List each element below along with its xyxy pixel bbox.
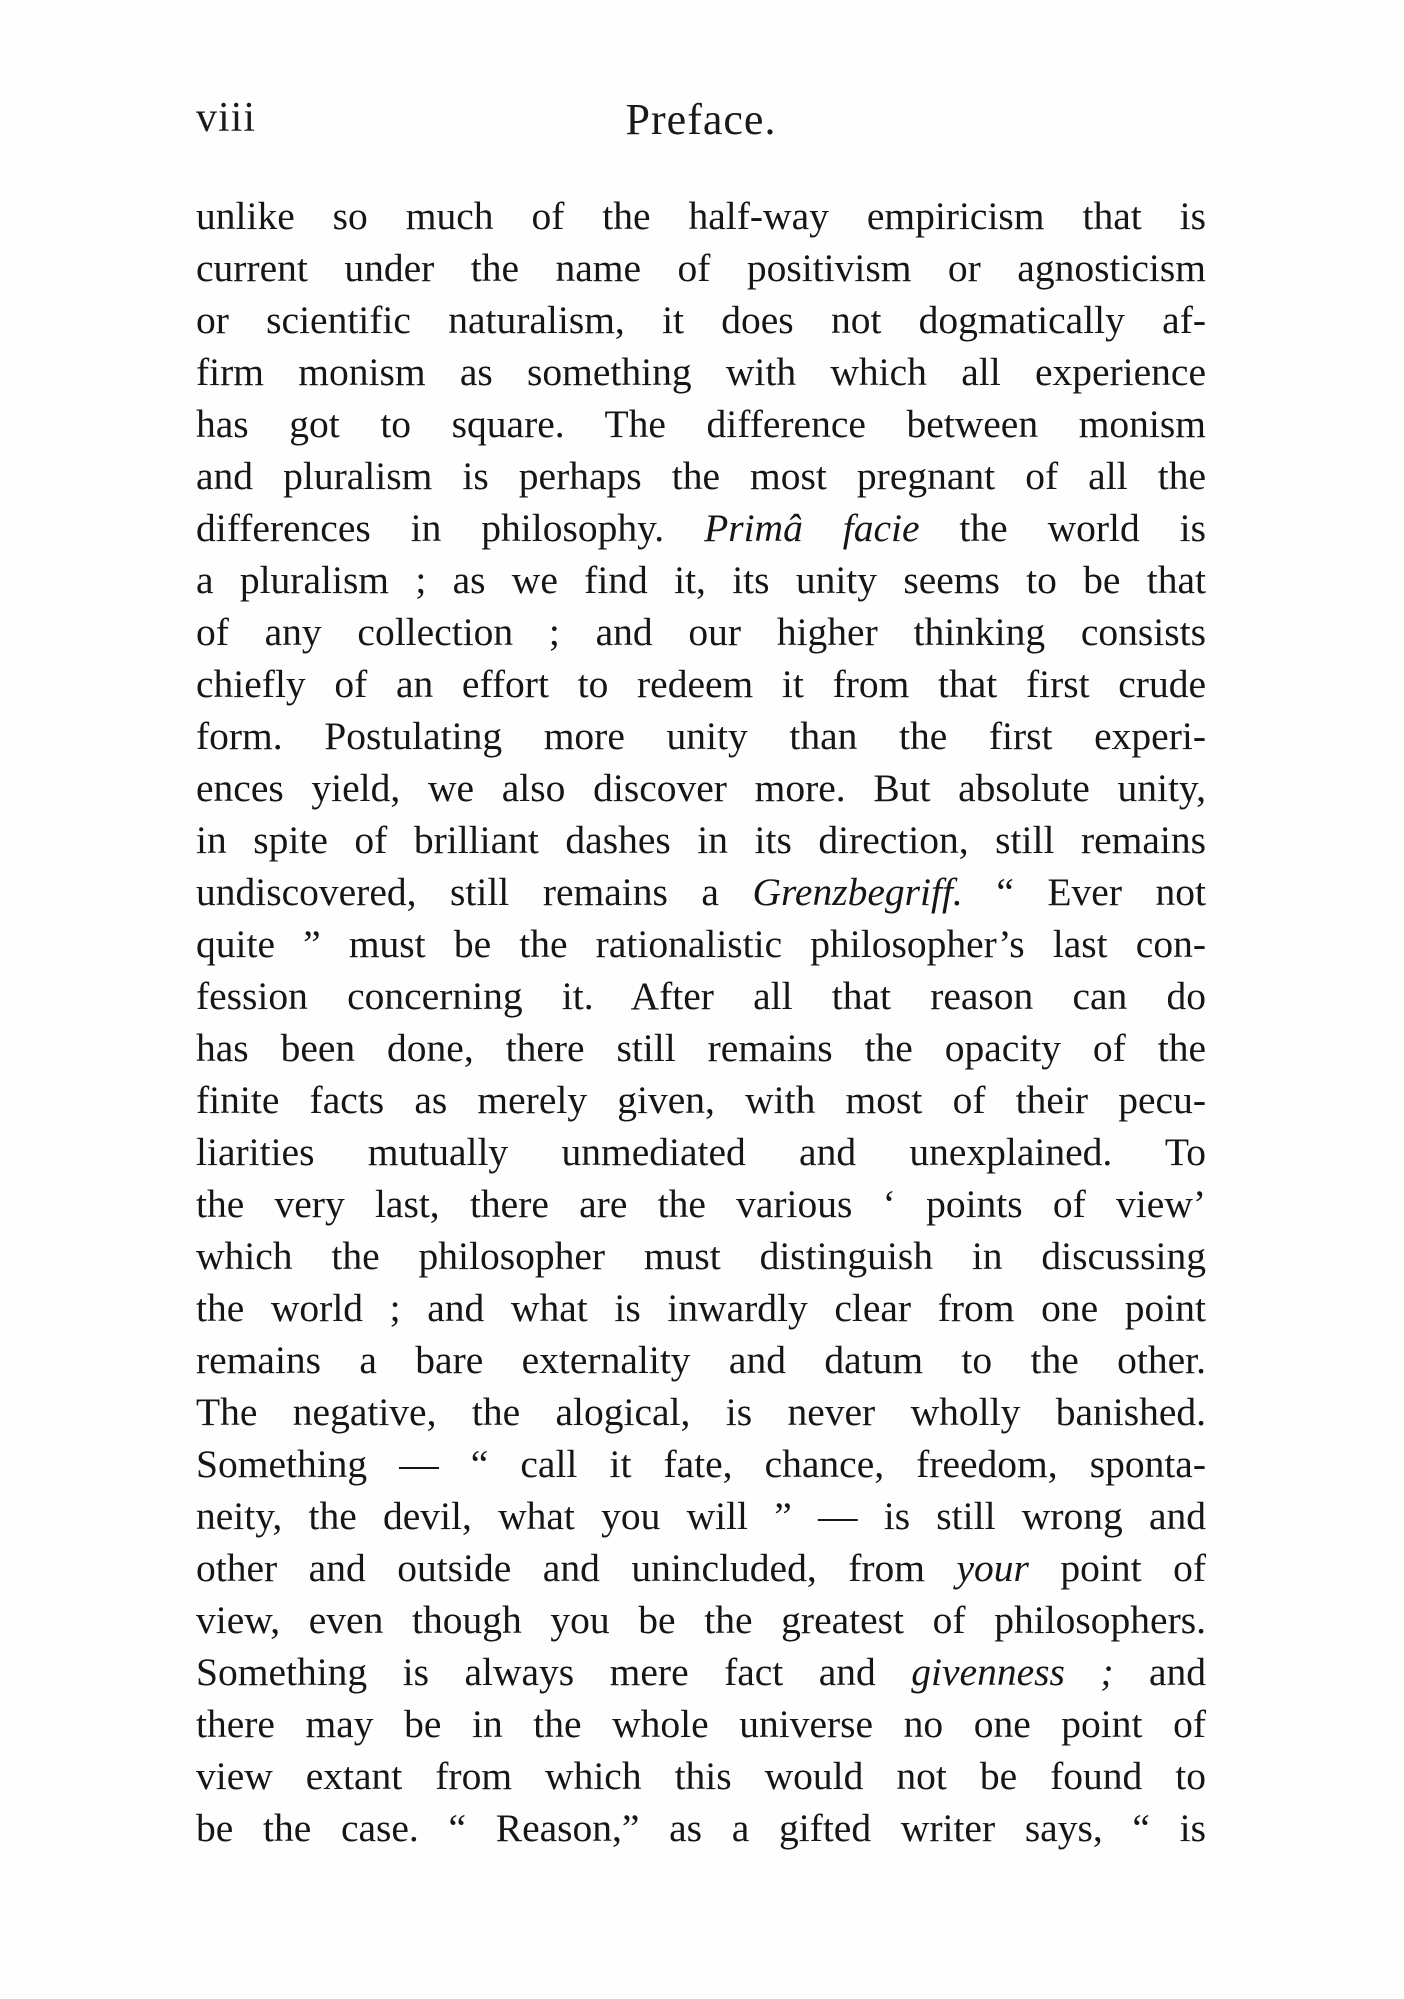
text-segment: liarities mutually unmediated and unexplained. To <box>196 1130 1206 1174</box>
body-text <box>196 190 1206 1854</box>
text-segment: undiscovered, still remains a <box>196 870 753 914</box>
text-segment: remains a bare externality and datum to the other. <box>196 1338 1206 1382</box>
text-segment: ences yield, we also discover more. But absolute unity, <box>196 766 1206 810</box>
text-segment: in spite of brilliant dashes in its direction, still remains <box>196 818 1206 862</box>
text-line <box>196 1750 1206 1802</box>
text-line <box>196 1074 1206 1126</box>
text-segment: of any collection ; and our higher thinking consists <box>196 610 1206 654</box>
text-line <box>196 242 1206 294</box>
text-line <box>196 658 1206 710</box>
text-segment: other and outside and unincluded, from <box>196 1546 957 1590</box>
text-line <box>196 1698 1206 1750</box>
text-segment: view extant from which this would not be found to <box>196 1754 1206 1798</box>
text-segment: or scientific naturalism, it does not dogmatically af- <box>196 298 1206 342</box>
text-line <box>196 970 1206 1022</box>
text-segment: Something — “ call it fate, chance, freedom, sponta- <box>196 1442 1206 1486</box>
text-line <box>196 1022 1206 1074</box>
text-line <box>196 1230 1206 1282</box>
text-segment: quite ” must be the rationalistic philosopher’s last con- <box>196 922 1206 966</box>
text-line <box>196 1802 1206 1854</box>
text-line <box>196 1126 1206 1178</box>
text-line <box>196 450 1206 502</box>
text-line <box>196 918 1206 970</box>
text-segment: the very last, there are the various ‘ points of view’ <box>196 1182 1206 1226</box>
italic-term: Grenzbegriff. <box>752 870 963 914</box>
text-segment: there may be in the whole universe no one point of <box>196 1702 1206 1746</box>
text-line <box>196 1542 1206 1594</box>
text-segment: the world ; and what is inwardly clear from one point <box>196 1286 1206 1330</box>
text-line <box>196 606 1206 658</box>
text-line <box>196 1438 1206 1490</box>
text-segment: and pluralism is perhaps the most pregnant of all the <box>196 454 1206 498</box>
text-segment: neity, the devil, what you will ” — is still wrong and <box>196 1494 1206 1538</box>
italic-term: givenness ; <box>911 1650 1114 1694</box>
text-segment: “ Ever not <box>962 870 1207 914</box>
text-segment: has been done, there still remains the opacity of the <box>196 1026 1206 1070</box>
text-segment: differences in philosophy. <box>196 506 705 550</box>
text-line <box>196 762 1206 814</box>
text-segment: firm monism as something with which all experience <box>196 350 1206 394</box>
text-line <box>196 294 1206 346</box>
text-segment: fession concerning it. After all that reason can do <box>196 974 1206 1018</box>
italic-term: your <box>956 1546 1029 1590</box>
text-segment: finite facts as merely given, with most of their pecu- <box>196 1078 1206 1122</box>
text-line <box>196 814 1206 866</box>
text-line <box>196 1594 1206 1646</box>
text-line <box>196 502 1206 554</box>
page-number: viii <box>196 95 257 141</box>
text-line <box>196 1334 1206 1386</box>
text-segment: view, even though you be the greatest of philosophers. <box>196 1598 1206 1642</box>
text-line <box>196 866 1206 918</box>
text-segment: Something is always mere fact and <box>196 1650 912 1694</box>
text-line <box>196 190 1206 242</box>
text-segment: a pluralism ; as we find it, its unity seems to be that <box>196 558 1206 602</box>
text-segment: be the case. “ Reason,” as a gifted writer says, “ is <box>196 1806 1206 1850</box>
running-title: Preface. <box>625 95 777 144</box>
text-segment: which the philosopher must distinguish in discussing <box>196 1234 1206 1278</box>
text-line <box>196 1490 1206 1542</box>
text-segment: and <box>1113 1650 1206 1694</box>
text-line <box>196 1178 1206 1230</box>
text-segment: current under the name of positivism or agnosticism <box>196 246 1206 290</box>
text-segment: chiefly of an effort to redeem it from that first crude <box>196 662 1206 706</box>
italic-term: Primâ facie <box>704 506 920 550</box>
text-line <box>196 1386 1206 1438</box>
text-line <box>196 346 1206 398</box>
text-line <box>196 710 1206 762</box>
running-head <box>196 94 1206 154</box>
text-segment: form. Postulating more unity than the first experi- <box>196 714 1206 758</box>
text-line <box>196 1282 1206 1334</box>
text-segment: the world is <box>919 506 1207 550</box>
text-segment: The negative, the alogical, is never wholly banished. <box>196 1390 1206 1434</box>
text-line <box>196 1646 1206 1698</box>
text-segment: unlike so much of the half-way empiricism that is <box>196 194 1206 238</box>
text-line <box>196 554 1206 606</box>
text-segment: point of <box>1028 1546 1207 1590</box>
text-line <box>196 398 1206 450</box>
text-segment: has got to square. The difference between monism <box>196 402 1206 446</box>
